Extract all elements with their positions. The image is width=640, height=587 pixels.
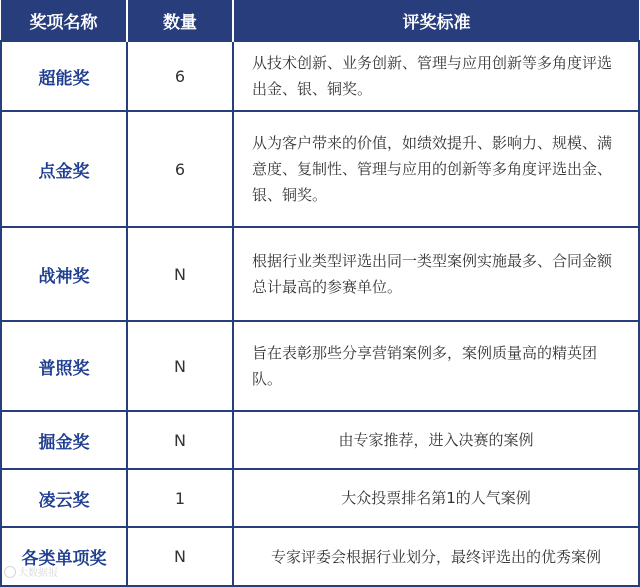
table-row xyxy=(1,469,639,527)
award-criteria: 大众投票排名第1的人气案例 xyxy=(233,469,639,527)
header-award-name: 奖项名称 xyxy=(1,0,127,41)
table-row xyxy=(1,41,639,111)
award-quantity: N xyxy=(127,527,233,586)
award-quantity: 6 xyxy=(127,41,233,111)
award-name: 超能奖 xyxy=(1,41,127,111)
table-row xyxy=(1,227,639,321)
award-criteria: 从为客户带来的价值，如绩效提升、影响力、规模、满意度、复制性、管理与应用的创新等多角度评选出金、银、铜奖。 xyxy=(233,111,639,227)
award-name: 凌云奖 xyxy=(1,469,127,527)
award-criteria: 旨在表彰那些分享营销案例多，案例质量高的精英团队。 xyxy=(233,321,639,411)
header-criteria: 评奖标准 xyxy=(233,0,639,41)
table-row xyxy=(1,321,639,411)
award-criteria: 从技术创新、业务创新、管理与应用创新等多角度评选出金、银、铜奖。 xyxy=(233,41,639,111)
table-row xyxy=(1,527,639,586)
award-quantity: 6 xyxy=(127,111,233,227)
header-quantity: 数量 xyxy=(127,0,233,41)
award-quantity: N xyxy=(127,321,233,411)
watermark-text: 大数据报 xyxy=(18,568,58,579)
award-quantity: N xyxy=(127,411,233,469)
award-name: 掘金奖 xyxy=(1,411,127,469)
award-criteria: 专家评委会根据行业划分，最终评选出的优秀案例 xyxy=(233,527,639,586)
award-quantity: 1 xyxy=(127,469,233,527)
award-name: 各类单项奖 xyxy=(1,527,127,586)
table-header xyxy=(1,0,639,41)
award-name: 点金奖 xyxy=(1,111,127,227)
award-criteria: 由专家推荐，进入决赛的案例 xyxy=(233,411,639,469)
table-row xyxy=(1,411,639,469)
table-row xyxy=(1,111,639,227)
award-name: 战神奖 xyxy=(1,227,127,321)
award-quantity: N xyxy=(127,227,233,321)
award-criteria: 根据行业类型评选出同一类型案例实施最多、合同金额总计最高的参赛单位。 xyxy=(233,227,639,321)
award-name: 普照奖 xyxy=(1,321,127,411)
